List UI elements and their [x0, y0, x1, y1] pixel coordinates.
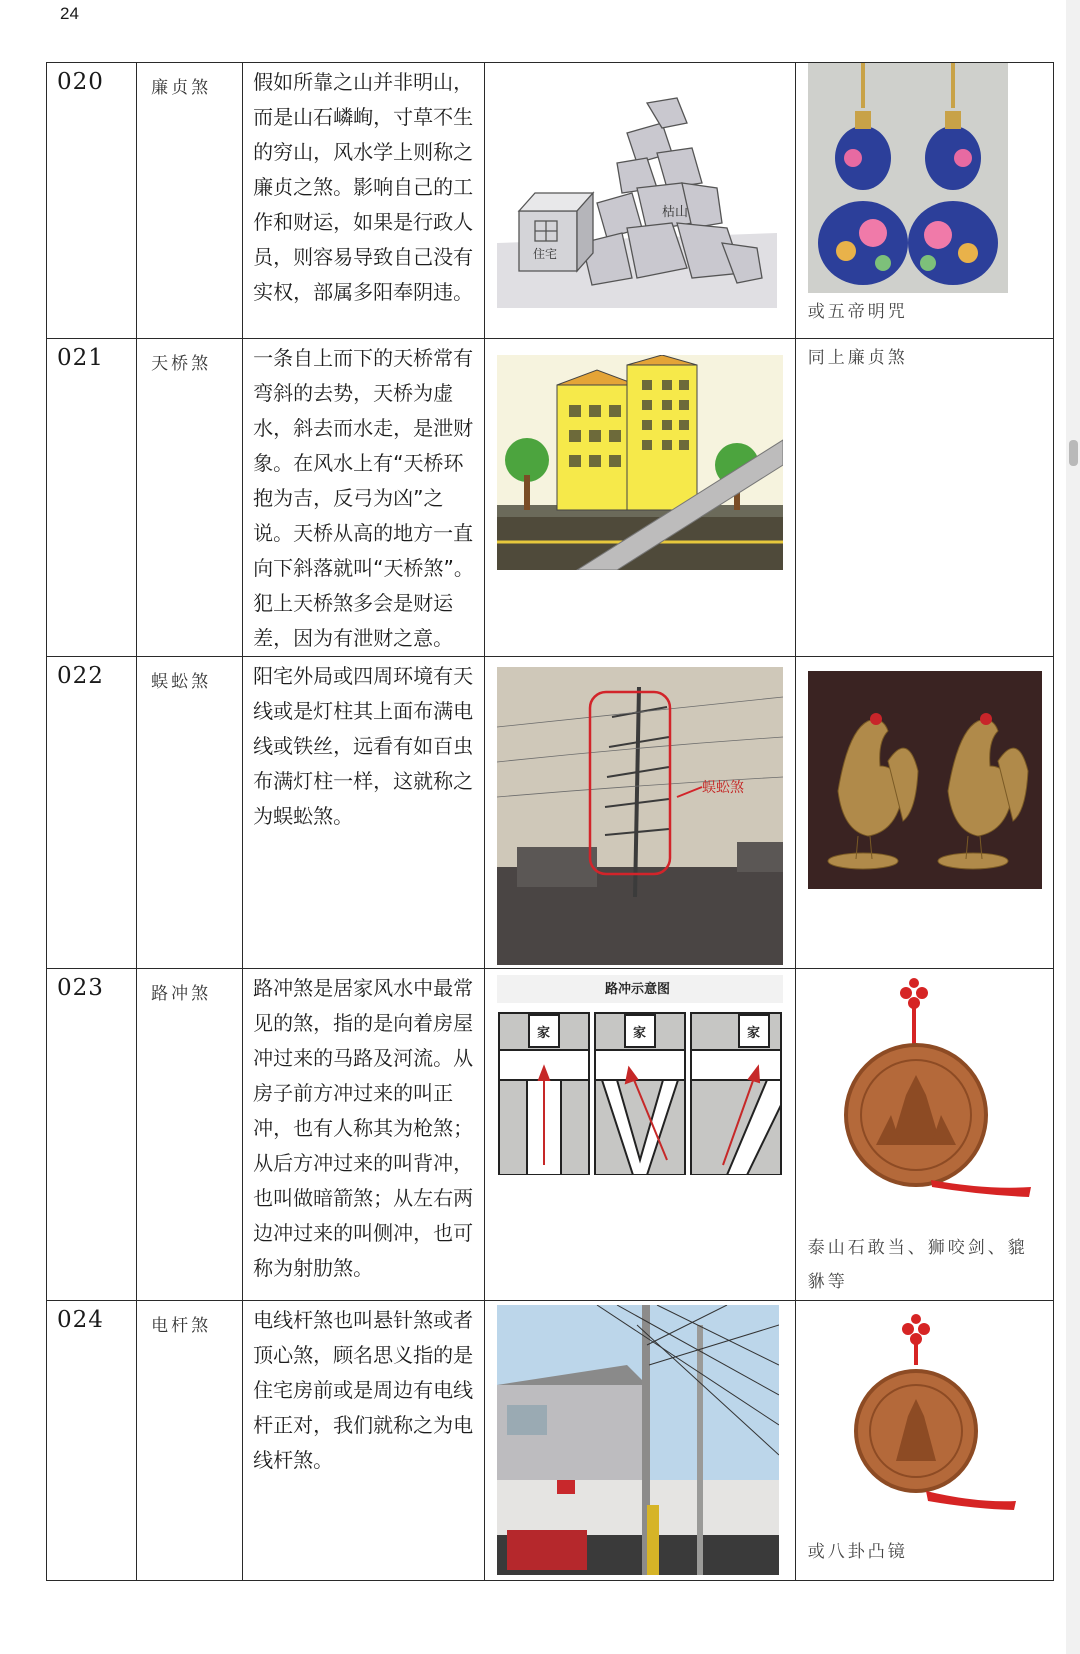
illustration-cell [485, 1301, 795, 1581]
gourd-vase-image [808, 63, 1008, 293]
remedy-caption: 或五帝明咒 [807, 302, 908, 322]
photo-label: 蜈蚣煞 [702, 780, 745, 796]
house-label: 家 [633, 1026, 647, 1041]
sha-name: 电杆煞 [151, 1316, 212, 1336]
house-label: 家 [537, 1026, 551, 1041]
remedy-cell [795, 969, 1053, 1301]
brass-rooster-image [808, 671, 1042, 889]
diagram-label-house: 住宅 [533, 247, 558, 261]
illustration-cell [485, 339, 795, 657]
illustration-cell [485, 969, 795, 1301]
electric-pole-photo [497, 1305, 779, 1575]
feng-shui-table [46, 62, 1054, 1581]
table-row [47, 969, 1054, 1301]
house-label: 家 [747, 1026, 761, 1041]
remedy-caption: 泰山石敢当、狮咬剑、貔貅等 [807, 1238, 1028, 1292]
utility-pole-photo [497, 667, 783, 965]
sha-name: 路冲煞 [151, 984, 212, 1004]
row-number: 024 [57, 1307, 104, 1333]
diagram-label-mountain: 枯山 [662, 205, 689, 220]
row-number: 020 [57, 69, 104, 95]
diagram-title: 路冲示意图 [605, 982, 671, 997]
sha-description: 路冲煞是居家风水中最常见的煞，指的是向着房屋冲过来的马路及河流。从房子前方冲过来的叫正冲，也有人称其为枪煞；从后方冲过来的叫背冲，也叫做暗箭煞；从左右两边冲过来的叫侧冲，也可称为射肋煞。 [253, 976, 474, 1280]
remedy-cell [795, 63, 1053, 339]
scrollbar[interactable] [1066, 0, 1080, 1654]
medallion-image [836, 1311, 1036, 1521]
sha-name: 天桥煞 [151, 354, 212, 374]
scrollbar-thumb[interactable] [1069, 440, 1078, 466]
page-number: 24 [60, 4, 79, 23]
illustration-cell [485, 63, 795, 339]
sha-description: 假如所靠之山并非明山，而是山石嶙峋，寸草不生的穷山，风水学上则称之廉贞之煞。影响自己的工作和财运，如果是行政人员，则容易导致自己没有实权，部属多阳奉阴违。 [253, 70, 474, 304]
road-rush-diagram [497, 975, 783, 1175]
row-number: 023 [57, 975, 104, 1001]
remedy-cell [795, 1301, 1053, 1581]
remedy-cell [795, 657, 1053, 969]
sha-description: 电线杆煞也叫悬针煞或者顶心煞，顾名思义指的是住宅房前或是周边有电线杆正对，我们就称之为电线杆煞。 [253, 1308, 474, 1472]
barren-mountain-diagram [497, 93, 777, 308]
row-number: 022 [57, 663, 104, 689]
remedy-caption: 或八卦凸镜 [807, 1542, 908, 1562]
remedy-cell [795, 339, 1053, 657]
sha-name: 蜈蚣煞 [151, 672, 212, 692]
medallion-image [836, 975, 1036, 1215]
table-row [47, 1301, 1054, 1581]
table-row [47, 63, 1054, 339]
remedy-caption: 同上廉贞煞 [807, 348, 908, 368]
overpass-illustration [497, 355, 783, 570]
row-number: 021 [57, 345, 104, 371]
sha-name: 廉贞煞 [151, 78, 212, 98]
sha-description: 阳宅外局或四周环境有天线或是灯柱其上面布满电线或铁丝，远看有如百虫布满灯柱一样，这就称之为蜈蚣煞。 [253, 664, 474, 828]
sha-description: 一条自上而下的天桥常有弯斜的去势，天桥为虚水，斜去而水走，是泄财象。在风水上有“天桥环抱为吉，反弓为凶”之说。天桥从高的地方一直向下斜落就叫“天桥煞”。犯上天桥煞多会是财运差，因为有泄财之意。 [253, 346, 474, 650]
illustration-cell [485, 657, 795, 969]
table-row [47, 339, 1054, 657]
table-row [47, 657, 1054, 969]
